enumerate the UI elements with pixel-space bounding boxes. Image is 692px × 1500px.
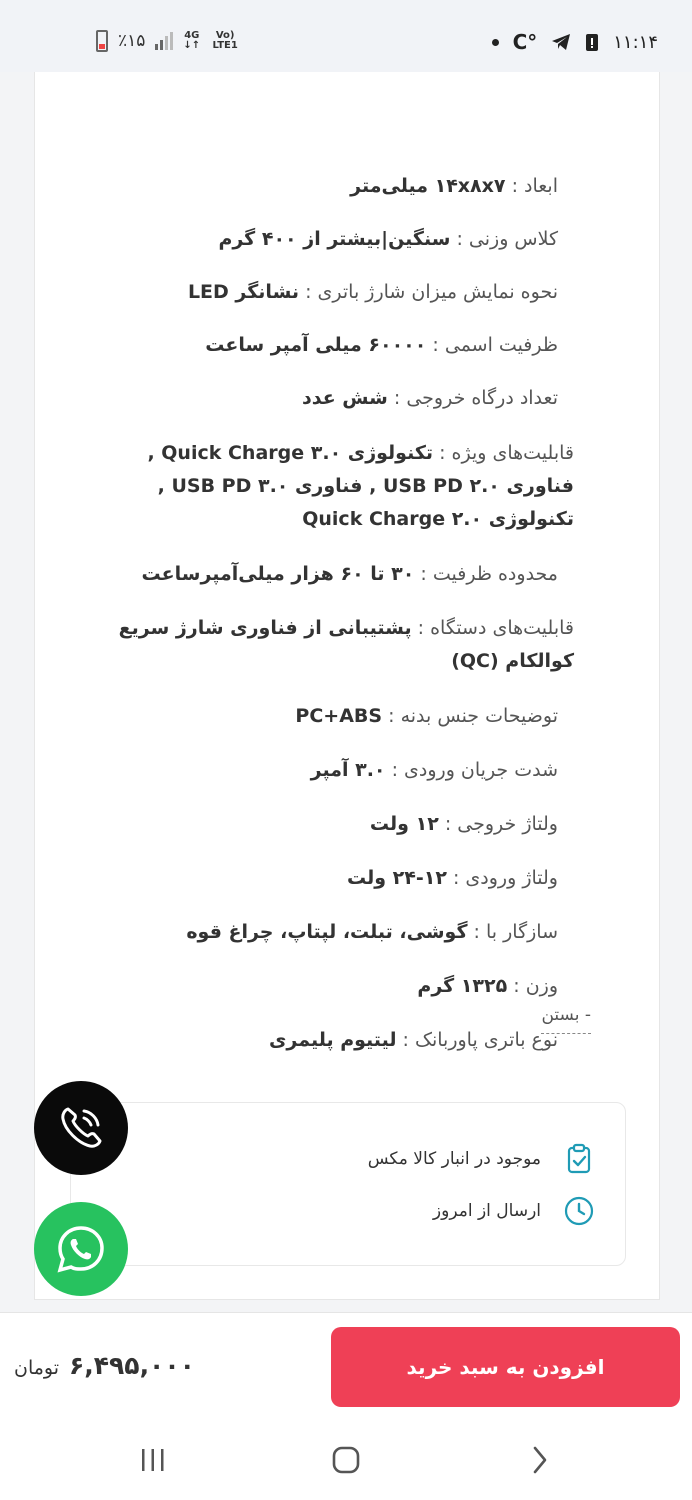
- clock-icon: [563, 1195, 595, 1227]
- clipboard-check-icon: [563, 1143, 595, 1175]
- status-bar: [0, 0, 692, 72]
- home-button[interactable]: [326, 1440, 366, 1480]
- status-right: [492, 30, 658, 54]
- shipping-row: [433, 1195, 595, 1227]
- whatsapp-icon: [54, 1222, 108, 1276]
- close-specs-link[interactable]: - بستن: [541, 1005, 591, 1034]
- battery-icon: [96, 30, 108, 52]
- recent-apps-icon: [139, 1447, 167, 1473]
- notification-dot-icon: [492, 39, 499, 46]
- shipping-text: ارسال از امروز: [432, 1201, 541, 1221]
- stock-info-box: [70, 1102, 626, 1266]
- spec-row-input-current: شدت جریان ورودی : ۳.۰ آمپر: [310, 759, 558, 781]
- spec-row-features: قابلیت‌های ویژه : تکنولوژی Quick Charge ۳.۰ , فناوری USB PD ۲.۰ , فناوری USB PD ۳.۰ , تکنولوژی Quick Charge ۲.۰: [147, 442, 574, 530]
- spec-row-dimensions: ابعاد : ۱۴x۸x۷ میلی‌متر: [350, 175, 558, 197]
- battery-percent: ٪۱۵: [118, 31, 146, 51]
- navigation-bar: [0, 1418, 692, 1500]
- spec-row-capacity-range: محدوده ظرفیت : ۳۰ تا ۶۰ هزار میلی‌آمپرساعت: [141, 563, 558, 585]
- availability-text: موجود در انبار کالا مکس: [367, 1149, 541, 1169]
- spec-row-device-features: قابلیت‌های دستگاه : پشتیبانی از فناوری شارژ سریع کوالکام (QC): [118, 617, 574, 672]
- alert-icon: [585, 32, 599, 52]
- spec-row-weight-class: کلاس وزنی : سنگین|بیشتر از ۴۰۰ گرم: [218, 228, 558, 250]
- spec-row-body-material: توضیحات جنس بدنه : PC+ABS: [295, 705, 558, 727]
- call-button[interactable]: [34, 1081, 128, 1175]
- spec-row-compatible: سازگار با : گوشی، تبلت، لپتاپ، چراغ قوه: [186, 921, 558, 943]
- price-value: ۶,۴۹۵,۰۰۰: [69, 1351, 195, 1380]
- volte-indicator: Vo) LTE1: [212, 30, 238, 51]
- spec-row-input-voltage: ولتاژ ورودی : ۱۲-۲۴ ولت: [346, 867, 558, 889]
- c-notification-icon: C°: [512, 30, 538, 54]
- clock-time: ۱۱:۱۴: [613, 31, 658, 53]
- add-to-cart-button[interactable]: افزودن به سبد خرید: [331, 1327, 680, 1407]
- price-currency: تومان: [14, 1357, 60, 1379]
- whatsapp-button[interactable]: [34, 1202, 128, 1296]
- back-button[interactable]: [520, 1440, 560, 1480]
- phone-icon: [56, 1103, 106, 1153]
- spec-row-capacity: ظرفیت اسمی : ۶۰۰۰۰ میلی آمپر ساعت: [205, 334, 558, 356]
- spec-row-weight: وزن : ۱۳۲۵ گرم: [417, 975, 558, 997]
- telegram-icon: [551, 33, 571, 51]
- availability-row: [368, 1143, 595, 1175]
- signal-icon: [155, 32, 173, 50]
- back-chevron-icon: [530, 1445, 550, 1475]
- spec-row-output-ports: تعداد درگاه خروجی : شش عدد: [301, 387, 558, 409]
- purchase-bar: [0, 1312, 692, 1418]
- spec-row-charge-indicator: نحوه نمایش میزان شارژ باتری : نشانگر LED: [187, 281, 558, 303]
- network-type: 4G ↓↑: [183, 30, 201, 51]
- spec-row-battery-type: نوع باتری پاوربانک : لیتیوم پلیمری: [268, 1029, 558, 1051]
- recent-apps-button[interactable]: [133, 1440, 173, 1480]
- price-display: [14, 1351, 195, 1380]
- status-left: [96, 30, 240, 52]
- home-icon: [331, 1445, 361, 1475]
- spec-row-output-voltage: ولتاژ خروجی : ۱۲ ولت: [369, 813, 558, 835]
